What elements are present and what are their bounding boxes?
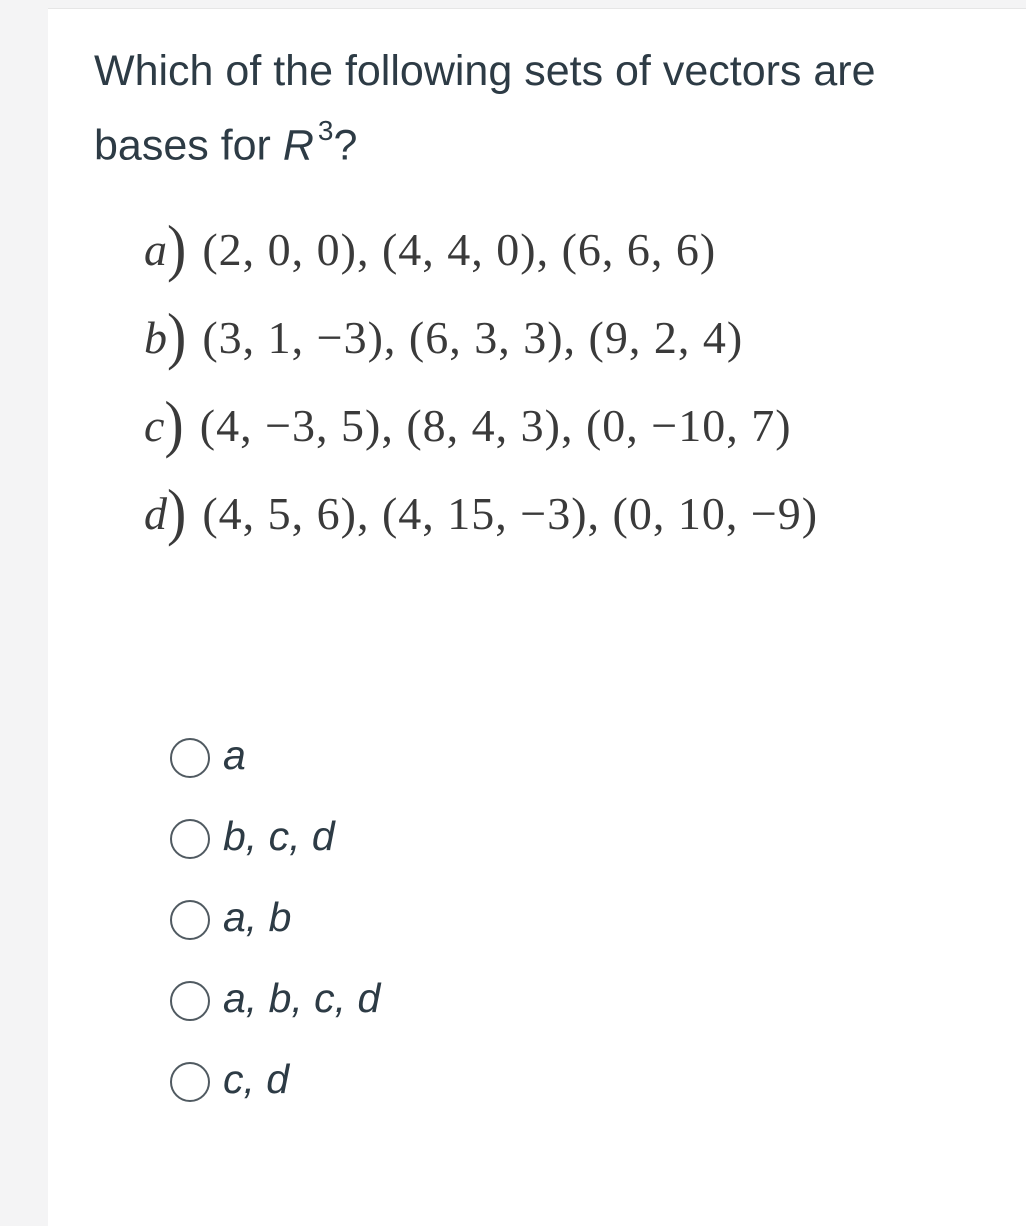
- set-vectors: (2, 0, 0), (4, 4, 0), (6, 6, 6): [202, 223, 717, 275]
- question-variable: R: [282, 121, 314, 170]
- answer-option-b-c-d[interactable]: [170, 798, 380, 879]
- radio-button[interactable]: [170, 981, 210, 1021]
- question-prefix: Which of the following sets of vectors are bases for: [94, 47, 876, 170]
- set-vectors: (4, −3, 5), (8, 4, 3), (0, −10, 7): [199, 399, 792, 451]
- set-paren: ): [167, 211, 187, 283]
- set-vectors: (3, 1, −3), (6, 3, 3), (9, 2, 4): [202, 311, 744, 363]
- option-label: a, b: [223, 894, 292, 940]
- option-label: a: [223, 732, 246, 778]
- vector-set-a: [144, 205, 818, 293]
- set-letter: b: [144, 311, 167, 363]
- radio-button[interactable]: [170, 819, 210, 859]
- question-exponent: 3: [317, 115, 334, 146]
- set-paren: ): [164, 387, 184, 459]
- set-vectors: (4, 5, 6), (4, 15, −3), (0, 10, −9): [202, 487, 819, 539]
- radio-button[interactable]: [170, 1062, 210, 1102]
- question-card: [48, 8, 1026, 1226]
- vector-sets: [144, 205, 818, 557]
- answer-option-c-d[interactable]: [170, 1041, 380, 1122]
- option-label: a, b, c, d: [223, 975, 381, 1021]
- vector-set-b: [144, 293, 818, 381]
- question-text: [94, 39, 994, 177]
- radio-button[interactable]: [170, 738, 210, 778]
- answer-option-a-b-c-d[interactable]: [170, 960, 380, 1041]
- answer-options: [170, 717, 380, 1122]
- set-letter: a: [144, 223, 167, 275]
- answer-option-a-b[interactable]: [170, 879, 380, 960]
- vector-set-c: [144, 381, 818, 469]
- option-label: b, c, d: [223, 813, 335, 859]
- set-letter: c: [144, 399, 165, 451]
- set-paren: ): [167, 475, 187, 547]
- set-paren: ): [167, 299, 187, 371]
- vector-set-d: [144, 469, 818, 557]
- question-suffix: ?: [333, 121, 358, 170]
- set-letter: d: [144, 487, 167, 539]
- option-label: c, d: [223, 1056, 290, 1102]
- radio-button[interactable]: [170, 900, 210, 940]
- answer-option-a[interactable]: [170, 717, 380, 798]
